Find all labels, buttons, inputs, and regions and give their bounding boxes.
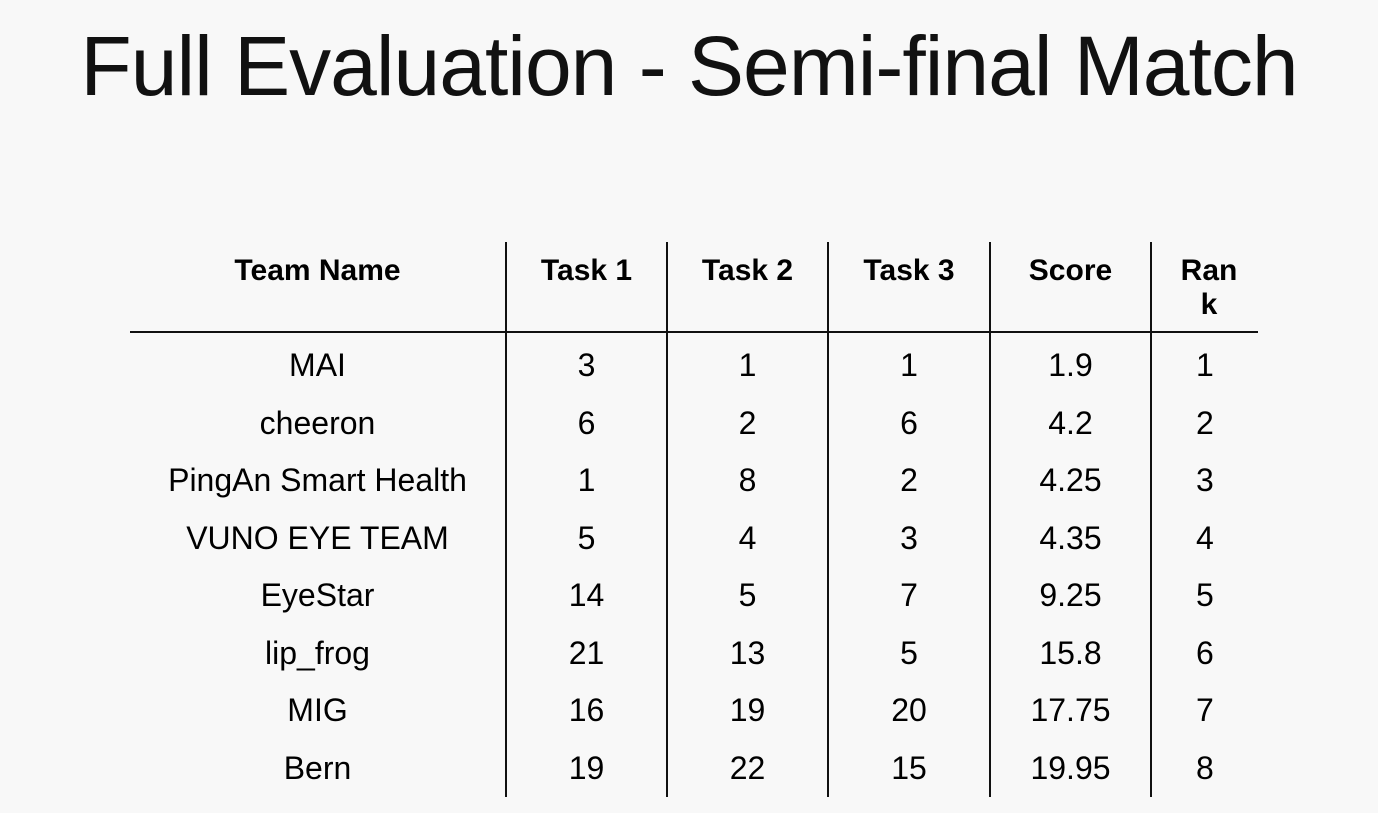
cell-task-2: 4 (667, 510, 828, 568)
cell-rank: 3 (1151, 452, 1258, 510)
cell-score: 4.2 (990, 395, 1151, 453)
table-row (130, 567, 1258, 625)
cell-score: 4.25 (990, 452, 1151, 510)
cell-score: 9.25 (990, 567, 1151, 625)
header-task-1: Task 1 (506, 242, 667, 332)
cell-score: 17.75 (990, 682, 1151, 740)
header-score: Score (990, 242, 1151, 332)
cell-score: 15.8 (990, 625, 1151, 683)
cell-task-2: 19 (667, 682, 828, 740)
cell-task-3: 20 (828, 682, 990, 740)
table-row (130, 625, 1258, 683)
cell-task-1: 19 (506, 740, 667, 798)
table-row (130, 452, 1258, 510)
cell-rank: 5 (1151, 567, 1258, 625)
cell-rank: 8 (1151, 740, 1258, 798)
header-rank: Rank (1151, 242, 1258, 332)
header-task-2: Task 2 (667, 242, 828, 332)
cell-task-1: 6 (506, 395, 667, 453)
cell-rank: 6 (1151, 625, 1258, 683)
cell-rank: 2 (1151, 395, 1258, 453)
cell-task-1: 21 (506, 625, 667, 683)
cell-team: MIG (287, 692, 348, 729)
cell-task-2: 1 (667, 332, 828, 395)
table-row (130, 740, 1258, 798)
cell-task-1: 1 (506, 452, 667, 510)
cell-task-3: 7 (828, 567, 990, 625)
cell-task-3: 6 (828, 395, 990, 453)
cell-score: 4.35 (990, 510, 1151, 568)
cell-task-3: 5 (828, 625, 990, 683)
cell-rank: 4 (1151, 510, 1258, 568)
header-team-name: Team Name (130, 242, 506, 332)
cell-score: 19.95 (990, 740, 1151, 798)
cell-team: EyeStar (260, 577, 375, 614)
cell-team: Bern (283, 749, 352, 786)
table-row (130, 395, 1258, 453)
cell-team: cheeron (259, 404, 376, 441)
cell-task-2: 2 (667, 395, 828, 453)
cell-task-3: 2 (828, 452, 990, 510)
cell-task-3: 15 (828, 740, 990, 798)
header-row (130, 242, 1258, 332)
table-row (130, 682, 1258, 740)
slide-title: Full Evaluation - Semi-final Match (80, 19, 1298, 113)
cell-team: lip_frog (265, 634, 370, 671)
cell-score: 1.9 (990, 332, 1151, 395)
table-row (130, 332, 1258, 395)
cell-team: PingAn Smart Health (168, 462, 467, 499)
cell-team: MAI (289, 347, 346, 384)
cell-task-3: 3 (828, 510, 990, 568)
cell-team: VUNO EYE TEAM (186, 519, 449, 556)
cell-task-2: 5 (667, 567, 828, 625)
cell-rank: 7 (1151, 682, 1258, 740)
cell-task-1: 5 (506, 510, 667, 568)
cell-task-1: 16 (506, 682, 667, 740)
cell-task-2: 13 (667, 625, 828, 683)
cell-task-3: 1 (828, 332, 990, 395)
cell-task-1: 14 (506, 567, 667, 625)
cell-task-2: 8 (667, 452, 828, 510)
cell-rank: 1 (1151, 332, 1258, 395)
table-row (130, 510, 1258, 568)
cell-task-2: 22 (667, 740, 828, 798)
results-table (130, 242, 1258, 797)
cell-task-1: 3 (506, 332, 667, 395)
header-task-3: Task 3 (828, 242, 990, 332)
